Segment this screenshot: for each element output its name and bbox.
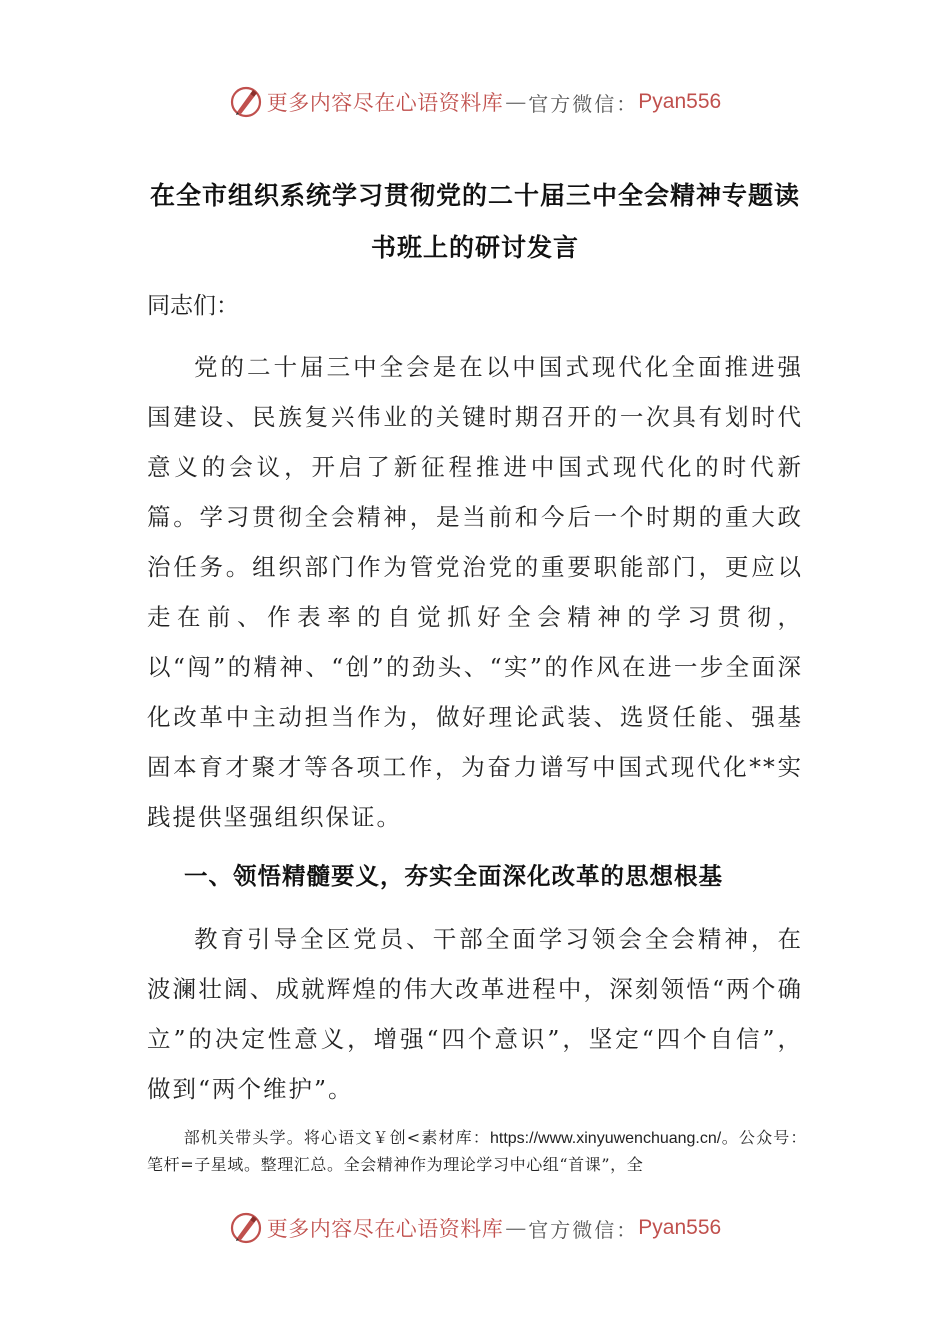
pen-logo-icon <box>229 85 263 119</box>
banner-wechat-label: 官方微信： <box>528 1217 639 1242</box>
banner-text: 更多内容尽在心语资料库 <box>266 1217 504 1241</box>
banner-wechat-id: Pyan556 <box>638 1216 722 1239</box>
footnote-text-pre: 部机关带头学。将心语文￥创<素材库： <box>183 1128 490 1147</box>
document-title-line2: 书班上的研讨发言 <box>370 233 579 262</box>
document-title-line1: 在全市组织系统学习贯彻党的二十届三中全会精神专题读 <box>149 181 800 210</box>
footnote <box>147 1125 807 1178</box>
pen-logo-icon <box>229 1211 263 1245</box>
body-paragraph-1: 党的二十届三中全会是在以中国式现代化全面推进强国建设、民族复兴伟业的关键时期召开的一次具有划时代意义的会议，开启了新征程推进中国式现代化的时代新篇。学习贯彻全会精神，是当前和今后一个时期的重大政治任务。组织部门作为管党治党的重要职能部门，更应以走在前、作表率的自觉抓好全会精神的学习贯彻，以“闯”的精神、“创”的劲头、“实”的作风在进一步全面深化改革中主动担当作为，做好理论武装、选贤任能、强基固本育才聚才等各项工作，为奋力谱写中国式现代化**实践提供坚强组织保证。 <box>147 353 803 831</box>
header-banner <box>0 82 950 122</box>
footnote-url: https://www.xinyuwenchuang.cn/ <box>489 1130 722 1147</box>
body-paragraph-2: 教育引导全区党员、干部全面学习领会全会精神，在波澜壮阔、成就辉煌的伟大改革进程中，深刻领悟“两个确立”的决定性意义，增强“四个意识”，坚定“四个自信”，做到“两个维护”。 <box>147 925 803 1103</box>
footer-banner <box>0 1208 950 1248</box>
banner-separator: — <box>505 90 527 114</box>
banner-wechat-id: Pyan556 <box>638 90 722 113</box>
banner-wechat-label: 官方微信： <box>528 91 639 116</box>
salutation: 同志们： <box>147 293 239 319</box>
banner-separator: — <box>505 1216 527 1240</box>
section-heading-1: 一、领悟精髓要义，夯实全面深化改革的思想根基 <box>184 862 723 890</box>
footnote-text-post: 。公众号：笔杆=子星域。整理汇总。全会精神作为理论学习中心组“首课”，全 <box>147 1128 807 1174</box>
banner-text: 更多内容尽在心语资料库 <box>266 91 504 115</box>
